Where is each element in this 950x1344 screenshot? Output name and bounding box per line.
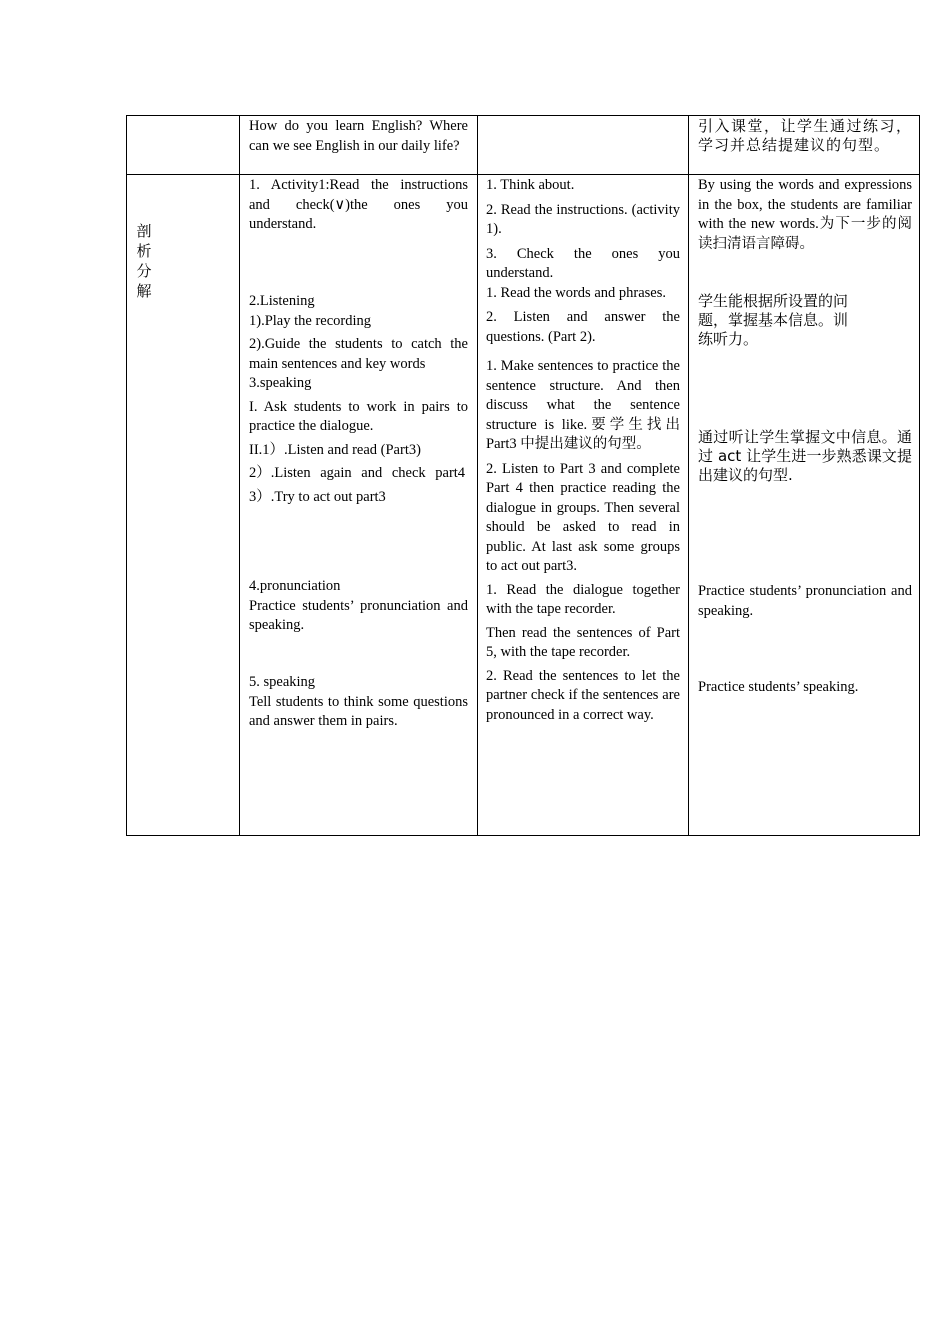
row1-col4-cell — [688, 115, 920, 175]
student-step-read-words: 1. Read the words and phrases. — [486, 284, 666, 301]
purpose-pronunciation: Practice students’ pronunciation and speaking. — [698, 583, 912, 619]
speaking-step-4: 3）.Try to act out part3 — [249, 488, 386, 505]
label-char-2: 析 — [136, 242, 152, 260]
student-activities-cell — [477, 174, 689, 836]
student-step-think: 1. Think about. — [486, 177, 575, 193]
student-step-check: 3. Check the ones you understand. — [486, 245, 680, 281]
label-char-3: 分 — [136, 262, 152, 280]
purpose-listening: 学生能根据所设置的问题，掌握基本信息。训练听力。 — [698, 292, 849, 348]
purpose-speaking: Practice students’ speaking. — [698, 679, 859, 695]
purpose-vocabulary: By using the words and expressions in the box, the students are familiar with the new words.为下一步的阅读扫清语言障碍。 — [698, 177, 912, 252]
label-char-4: 解 — [136, 282, 152, 300]
label-char-1: 剖 — [136, 222, 152, 240]
speaking-title: 3.speaking — [249, 375, 312, 391]
speaking5-block — [249, 673, 468, 732]
row1-col2-cell — [239, 115, 478, 175]
speaking-step-1: I. Ask students to work in pairs to practice the dialogue. — [249, 398, 468, 434]
pronunciation-text: Practice students’ pronunciation and speaking. — [249, 597, 468, 633]
purpose-cell — [688, 174, 920, 836]
listening-step-1: 1).Play the recording — [249, 312, 372, 329]
row2-label-cell — [126, 174, 240, 836]
student-step-listen-answer: 2. Listen and answer the questions. (Part 2). — [486, 309, 680, 345]
pronunciation-block — [249, 577, 468, 636]
warmup-question: How do you learn English? Where can we see English in our daily life? — [249, 118, 468, 154]
student-step-listen-part3: 2. Listen to Part 3 and complete Part 4 then practice reading the dialogue in groups. Then several should be asked to read in public. At last ask some groups to act out part3. — [486, 460, 680, 574]
speaking5-text: Tell students to think some questions and answer them in pairs. — [249, 693, 468, 729]
purpose-reading: 通过听让学生掌握文中信息。通过 act 让学生进一步熟悉课文提出建议的句型. — [698, 428, 912, 484]
listening-block — [249, 292, 468, 507]
listening-title: 2.Listening — [249, 293, 315, 309]
listening-step-2: 2).Guide the students to catch the main sentences and key words — [249, 336, 468, 372]
student-step-read-instructions: 2. Read the instructions. (activity 1). — [486, 201, 680, 237]
activity1-text: 1. Activity1:Read the instructions and check(∨)the ones you understand. — [249, 177, 468, 232]
speaking-step-2: II.1）.Listen and read (Part3) — [249, 441, 421, 458]
row1-col1-cell — [126, 115, 240, 175]
speaking5-title: 5. speaking — [249, 674, 316, 690]
student-step-partner-check: 2. Read the sentences to let the partner check if the sentences are pronounced in a correct way. — [486, 667, 680, 723]
speaking-step-3: 2）.Listen again and check part4 — [249, 465, 466, 481]
student-step-read-part5: Then read the sentences of Part 5, with the tape recorder. — [486, 624, 680, 660]
student-step-make-sentences: 1. Make sentences to practice the sentence structure. And then discuss what the sentence structure is like.要学生找出 Part3 中提出建议的句型。 — [486, 358, 680, 452]
row1-purpose: 引入课堂，让学生通过练习，学习并总结提建议的句型。 — [698, 117, 912, 154]
student-activities-list — [486, 176, 680, 725]
pronunciation-title: 4.pronunciation — [249, 578, 341, 594]
row1-col3-cell — [477, 115, 689, 175]
teacher-activities-cell — [239, 174, 478, 836]
student-step-read-dialogue: 1. Read the dialogue together with the tape recorder. — [486, 581, 680, 617]
